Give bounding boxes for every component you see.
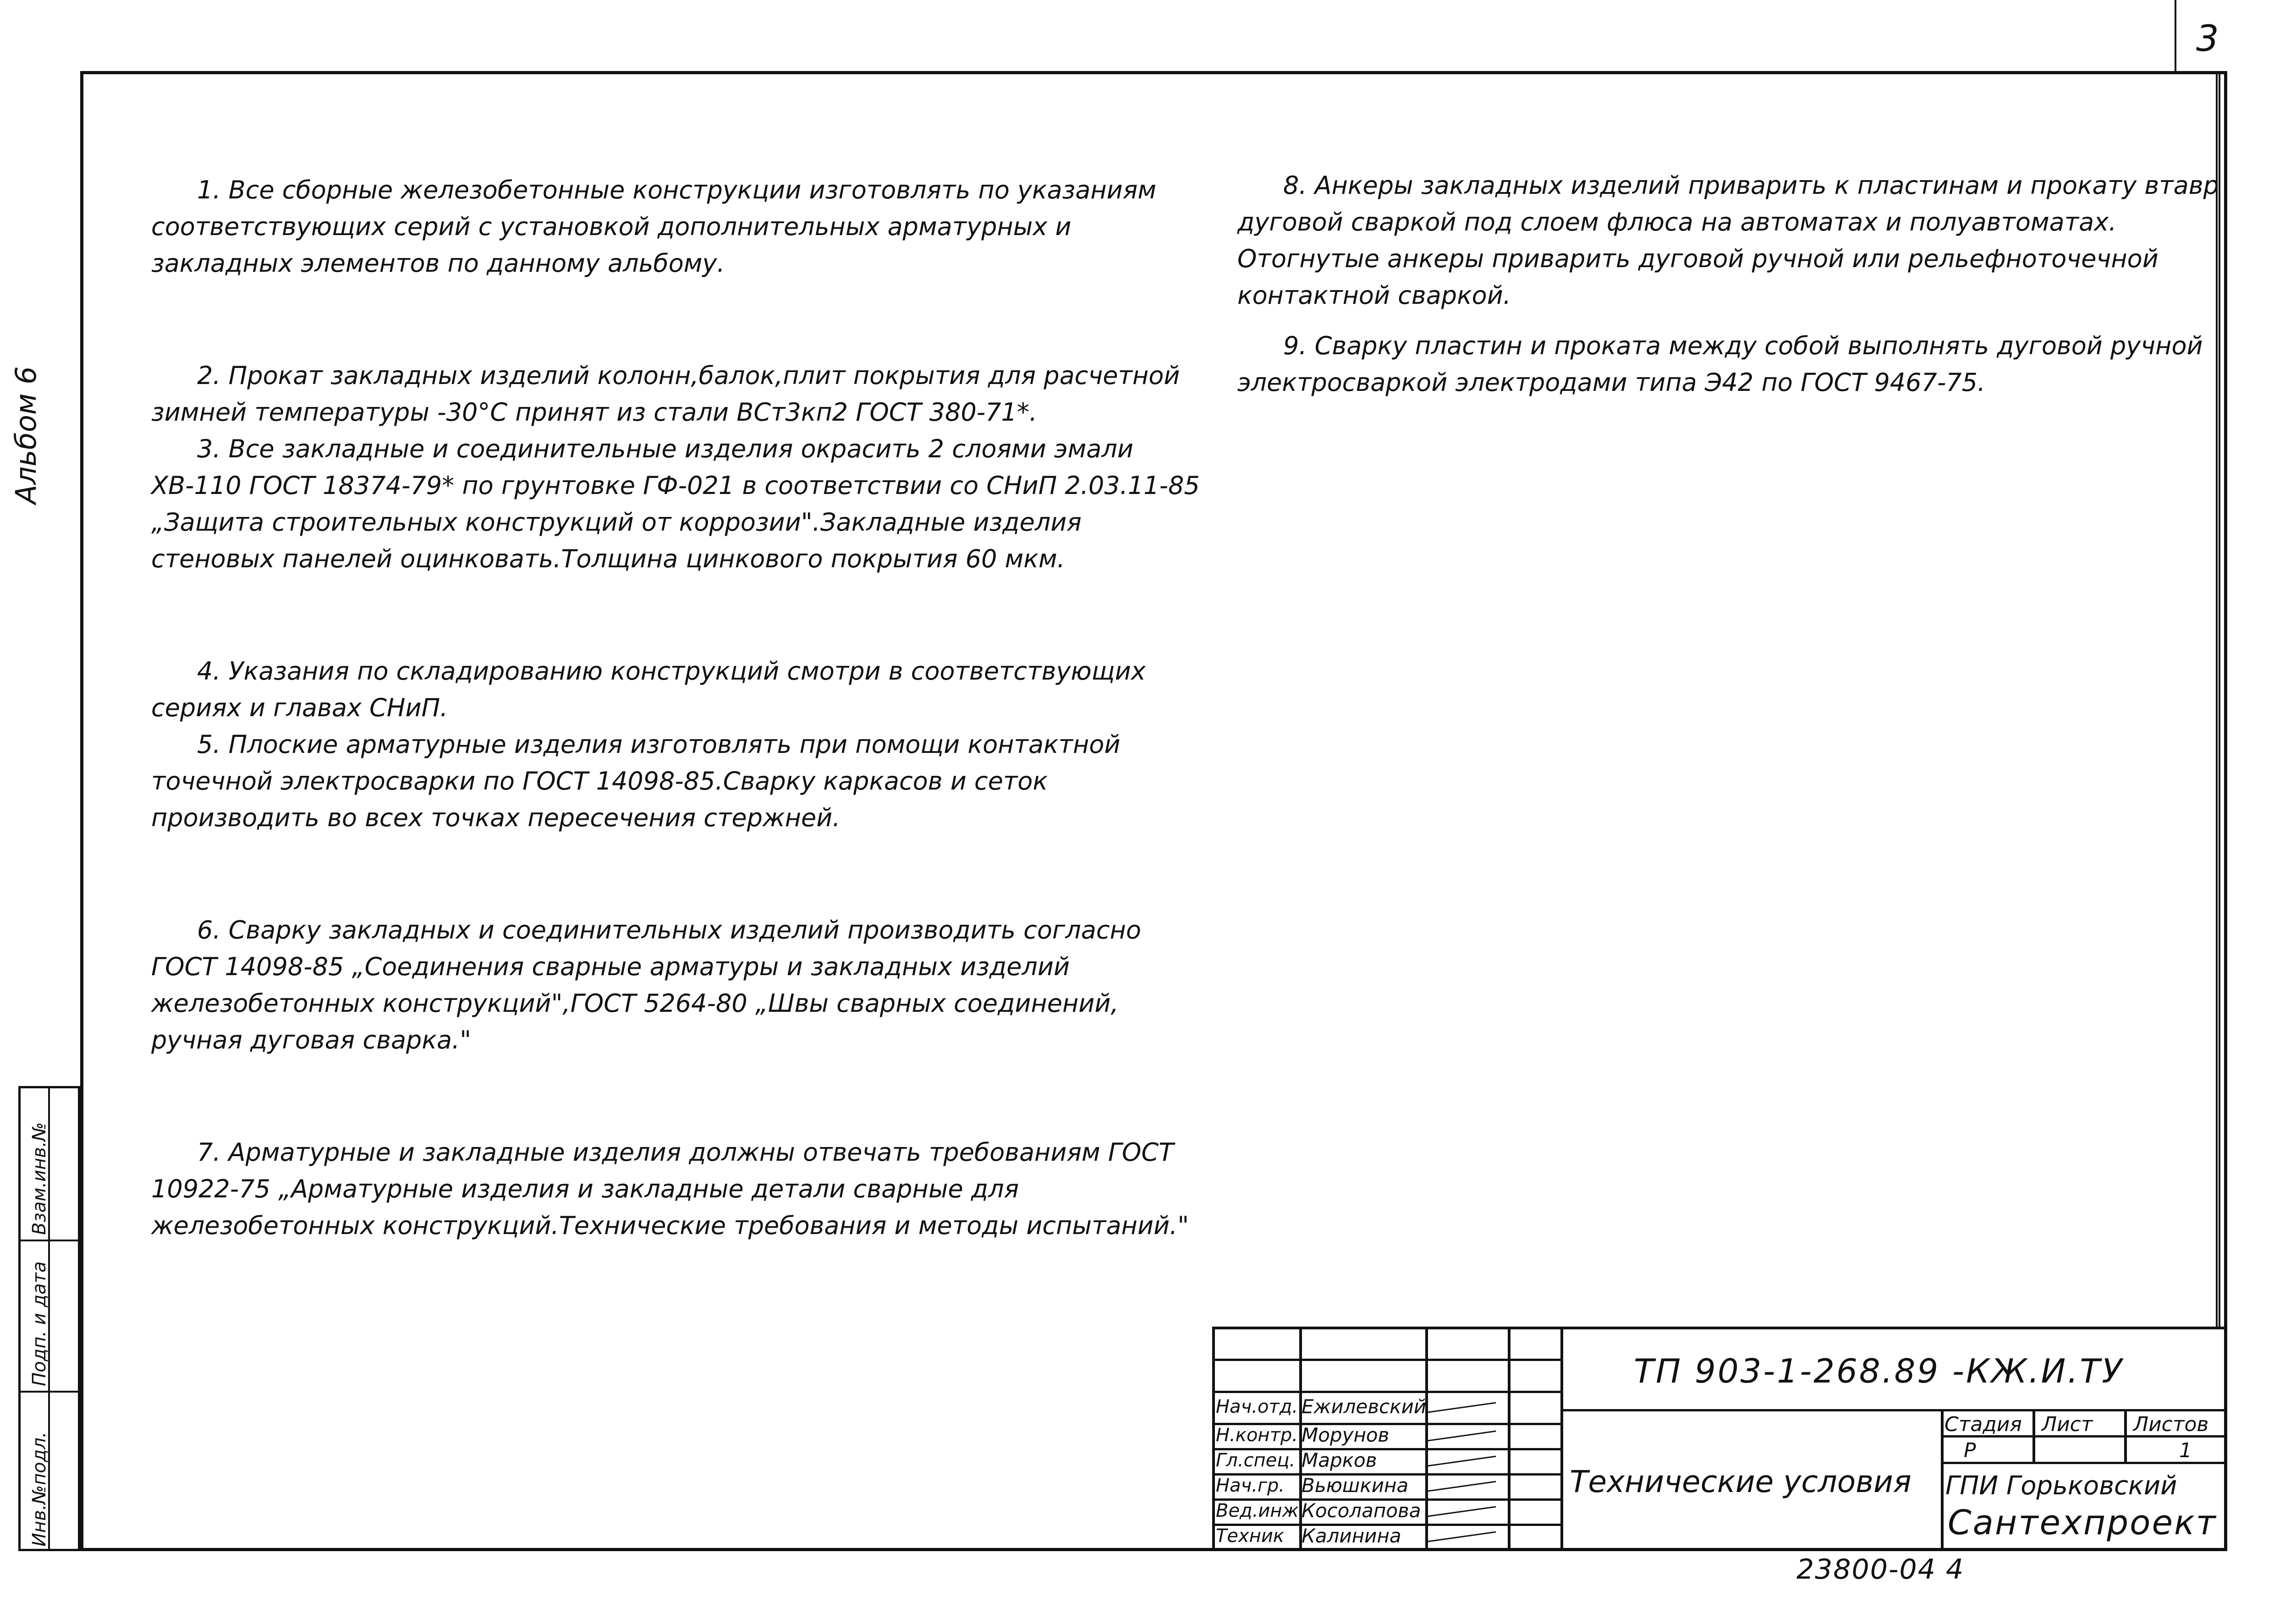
signature: [1428, 1525, 1505, 1547]
signature: [1428, 1474, 1505, 1497]
staff-name: Ежилевский: [1302, 1395, 1427, 1418]
staff-name: Косолапова: [1302, 1499, 1421, 1522]
staff-name: Морунов: [1302, 1424, 1390, 1446]
margin-stamp: [18, 1086, 80, 1551]
signature: [1428, 1424, 1505, 1447]
staff-role: Нач.гр.: [1216, 1475, 1285, 1496]
staff-role: Техник: [1216, 1525, 1285, 1547]
value-stage: Р: [1964, 1439, 1976, 1462]
signature: [1428, 1395, 1505, 1418]
note-5: 5. Плоские арматурные изделия изготовлять при помощи контактной точечной электросварки по ГОСТ 14098-85.Сварку каркасов и сеток производить во всех точках пересечения стержней.: [151, 730, 1121, 832]
note-1: 1. Все сборные железобетонные конструкции изготовлять по указаниям соответствующих серий с установкой дополнительных арматурных и закладных элементов по данному альбому.: [151, 176, 1157, 278]
note-4: 4. Указания по складированию конструкций смотри в соответствующих сериях и главах СНиП.: [151, 657, 1146, 722]
document-title: Технические условия: [1570, 1464, 1911, 1499]
organization-line-1: ГПИ Горьковский: [1945, 1471, 2177, 1501]
note-2: 2. Прокат закладных изделий колонн,балок,плит покрытия для расчетной зимней температуры -30°С принят из стали ВСт3кп2 ГОСТ 380-71*.: [151, 361, 1180, 427]
note-7: 7. Арматурные и закладные изделия должны отвечать требованиям ГОСТ 10922-75 „Арматурные изделия и закладные детали сварные для железобетонных конструкций.Технические требования и методы испытаний.": [151, 1138, 1189, 1240]
stamp-label-inv: Инв.№подл.: [29, 1432, 50, 1547]
value-sheets: 1: [2179, 1439, 2192, 1462]
note-6: 6. Сварку закладных и соединительных изделий производить согласно ГОСТ 14098-85 „Соединения сварные арматуры и закладных изделий железобетонных конструкций",ГОСТ 5264-80 „Швы сварных соединений, ручная дуговая сварка.": [151, 916, 1142, 1054]
notes-left-column: [151, 172, 1205, 1320]
header-sheet: Лист: [2042, 1413, 2093, 1436]
header-stage: Стадия: [1944, 1413, 2022, 1436]
staff-role: Вед.инж.: [1216, 1500, 1305, 1521]
notes-right-column: [1237, 167, 2223, 415]
signature: [1428, 1449, 1505, 1472]
note-8: 8. Анкеры закладных изделий приварить к пластинам и прокату втавр дуговой сваркой под слоем флюса на автоматах и полуавтоматах. Отогнутые анкеры приварить дуговой ручной или рельефноточечной контактной сваркой.: [1237, 171, 2219, 310]
staff-name: Калинина: [1302, 1525, 1401, 1547]
staff-role: Гл.спец.: [1216, 1450, 1296, 1471]
note-3: 3. Все закладные и соединительные изделия окрасить 2 слоями эмали ХВ-110 ГОСТ 18374-79* по грунтовке ГФ-021 в соответствии со СНиП 2.03.11-85 „Защита строительных конструкций от коррозии".Закладные изделия стеновых панелей оцинковать.Толщина цинкового покрытия 60 мкм.: [151, 434, 1200, 573]
title-block: [1212, 1327, 2225, 1551]
note-9: 9. Сварку пластин и проката между собой выполнять дуговой ручной электросваркой электродами типа Э42 по ГОСТ 9467-75.: [1237, 331, 2203, 397]
sheet-corner-line: [2175, 0, 2176, 73]
document-code: ТП 903-1-268.89 -КЖ.И.ТУ: [1634, 1352, 2124, 1390]
organization-line-2: Сантехпроект: [1948, 1503, 2217, 1542]
album-label: Альбом 6: [9, 366, 43, 504]
staff-name: Вьюшкина: [1302, 1474, 1409, 1497]
stamp-label-replace-inv: Взам.инв.№: [29, 1122, 50, 1235]
sheet-number: 3: [2196, 18, 2219, 60]
staff-role: Н.контр.: [1216, 1425, 1298, 1446]
staff-role: Нач.отд.: [1216, 1396, 1298, 1417]
inventory-number: 23800-04 4: [1796, 1553, 1965, 1586]
staff-name: Марков: [1302, 1449, 1377, 1471]
stamp-label-sign-date: Подп. и дата: [29, 1261, 50, 1386]
signature: [1428, 1499, 1505, 1522]
header-sheets: Листов: [2133, 1413, 2209, 1436]
